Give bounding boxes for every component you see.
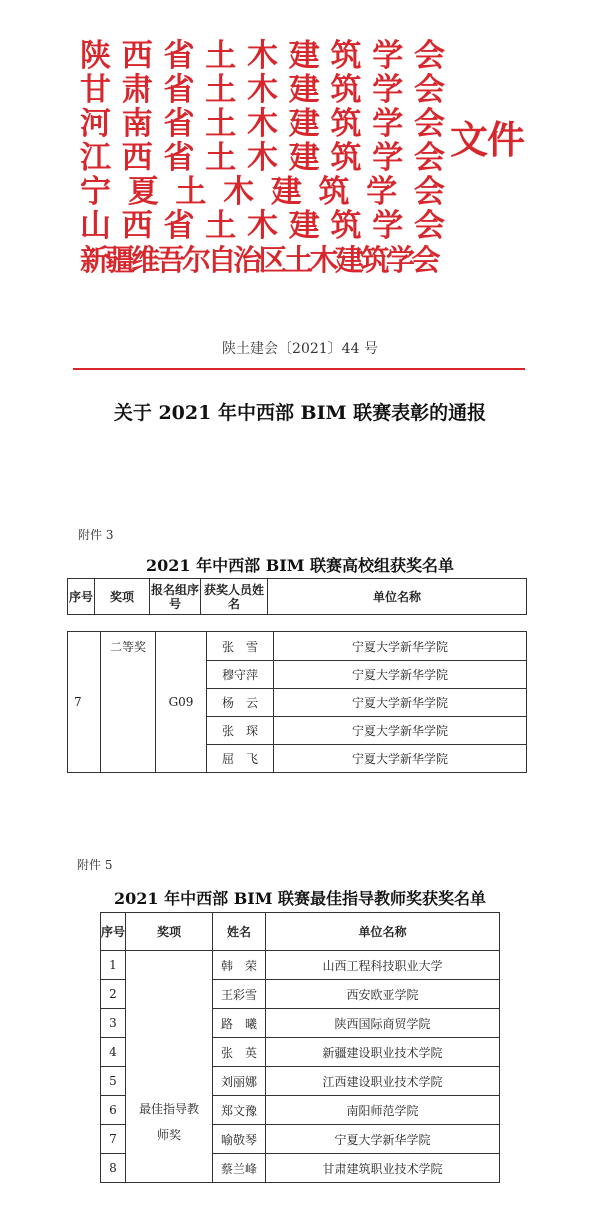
col-header-name: 姓名 xyxy=(213,913,266,951)
attachment-5-table xyxy=(100,912,500,1183)
unit-name: 西安欧亚学院 xyxy=(266,980,500,1009)
attachment-3-label: 附件 3 xyxy=(78,528,114,542)
document-type-label: 文件 xyxy=(450,117,525,162)
col-header-award: 奖项 xyxy=(126,913,213,951)
col-header-index: 序号 xyxy=(68,579,95,615)
attachment-3-header-table xyxy=(67,578,527,615)
teacher-name: 刘丽娜 xyxy=(213,1067,266,1096)
unit-name: 宁夏大学新华学院 xyxy=(274,745,527,773)
org-line-shanxi: 山 西 省 土 木 建 筑 学 会 xyxy=(80,208,445,244)
winner-name: 张 雪 xyxy=(207,632,274,661)
table-row xyxy=(101,951,500,980)
org-line-henan: 河 南 省 土 木 建 筑 学 会 xyxy=(80,106,445,142)
winner-name: 穆守萍 xyxy=(207,661,274,689)
winner-name: 杨 云 xyxy=(207,689,274,717)
document-headline: 关于 2021 年中西部 BIM 联赛表彰的通报 xyxy=(113,402,487,424)
teacher-name: 蔡兰峰 xyxy=(213,1154,266,1183)
col-header-index: 序号 xyxy=(101,913,126,951)
unit-name: 宁夏大学新华学院 xyxy=(274,689,527,717)
unit-name: 宁夏大学新华学院 xyxy=(274,632,527,661)
winner-name: 张 琛 xyxy=(207,717,274,745)
attachment-5-label: 附件 5 xyxy=(77,858,113,872)
row-index: 3 xyxy=(101,1009,126,1038)
org-line-jiangxi: 江 西 省 土 木 建 筑 学 会 xyxy=(80,140,445,176)
row-index: 7 xyxy=(101,1125,126,1154)
teacher-name: 郑文豫 xyxy=(213,1096,266,1125)
winner-name: 屈 飞 xyxy=(207,745,274,773)
attachment-3-table xyxy=(67,631,527,773)
col-header-group: 报名组序号 xyxy=(150,579,201,615)
row-index: 7 xyxy=(68,632,101,773)
teacher-name: 路 曦 xyxy=(213,1009,266,1038)
col-header-winner: 获奖人员姓名 xyxy=(201,579,268,615)
award-name xyxy=(126,951,213,1183)
teacher-name: 喻敬琴 xyxy=(213,1125,266,1154)
award-name-line1: 最佳指导教 xyxy=(138,1102,199,1116)
row-index: 5 xyxy=(101,1067,126,1096)
col-header-unit: 单位名称 xyxy=(268,579,527,615)
unit-name: 新疆建设职业技术学院 xyxy=(266,1038,500,1067)
unit-name: 宁夏大学新华学院 xyxy=(274,661,527,689)
unit-name: 陕西国际商贸学院 xyxy=(266,1009,500,1038)
unit-name: 宁夏大学新华学院 xyxy=(266,1125,500,1154)
row-index: 4 xyxy=(101,1038,126,1067)
teacher-name: 王彩雪 xyxy=(213,980,266,1009)
org-line-shaanxi: 陕 西 省 土 木 建 筑 学 会 xyxy=(80,38,445,74)
award-level: 二等奖 xyxy=(101,632,156,773)
unit-name: 甘肃建筑职业技术学院 xyxy=(266,1154,500,1183)
award-name-line2: 师奖 xyxy=(156,1128,181,1142)
org-line-xinjiang: 新疆维吾尔自治区土木建筑学会 xyxy=(80,243,438,277)
row-index: 1 xyxy=(101,951,126,980)
attachment-5-title: 2021 年中西部 BIM 联赛最佳指导教师奖获奖名单 xyxy=(114,889,486,908)
unit-name: 江西建设职业技术学院 xyxy=(266,1067,500,1096)
teacher-name: 韩 荣 xyxy=(213,951,266,980)
col-header-unit: 单位名称 xyxy=(266,913,500,951)
document-number: 陕土建会〔2021〕44 号 xyxy=(222,341,378,357)
org-line-gansu: 甘 肃 省 土 木 建 筑 学 会 xyxy=(80,72,445,108)
unit-name: 山西工程科技职业大学 xyxy=(266,951,500,980)
col-header-award: 奖项 xyxy=(95,579,150,615)
row-index: 2 xyxy=(101,980,126,1009)
unit-name: 南阳师范学院 xyxy=(266,1096,500,1125)
teacher-name: 张 英 xyxy=(213,1038,266,1067)
unit-name: 宁夏大学新华学院 xyxy=(274,717,527,745)
table-row xyxy=(68,632,527,661)
group-number: G09 xyxy=(156,632,207,773)
org-line-ningxia: 宁 夏 土 木 建 筑 学 会 xyxy=(80,174,445,210)
row-index: 8 xyxy=(101,1154,126,1183)
attachment-3-title: 2021 年中西部 BIM 联赛高校组获奖名单 xyxy=(146,556,454,575)
red-divider xyxy=(73,368,525,370)
row-index: 6 xyxy=(101,1096,126,1125)
